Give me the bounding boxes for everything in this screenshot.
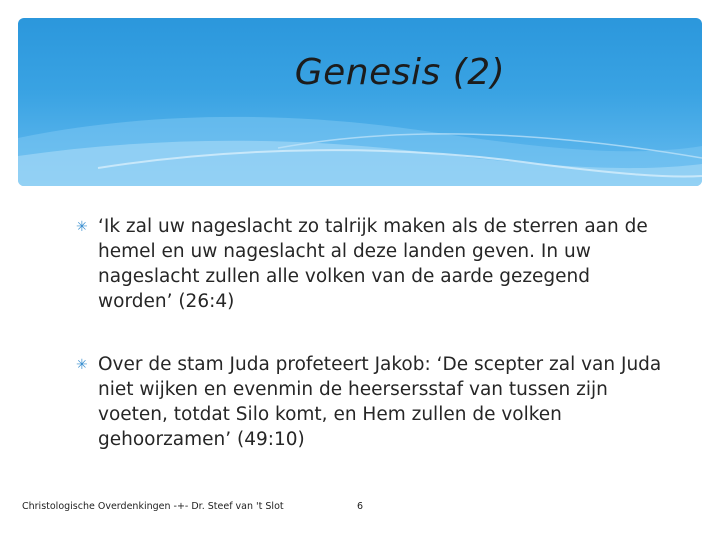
slide-title: Genesis (2) <box>294 52 506 93</box>
bullet-item <box>76 214 666 314</box>
page-number: 6 <box>357 501 364 512</box>
asterisk-bullet-icon: ✳ <box>76 219 88 235</box>
bullet-text: ‘Ik zal uw nageslacht zo talrijk maken als de sterren aan de hemel en uw nageslacht al deze landen geven. In uw nageslacht zullen alle volken van de aarde gezegend worden’ (26:4) <box>98 216 648 312</box>
footer-text: Christologische Overdenkingen -+- Dr. Steef van 't Slot <box>22 501 284 512</box>
bullet-list <box>76 214 666 452</box>
bullet-item <box>76 352 666 452</box>
bullet-text: Over de stam Juda profeteert Jakob: ‘De scepter zal van Juda niet wijken en evenmin de heersersstaf van tussen zijn voeten, totdat Silo komt, en Hem zullen de volken gehoorzamen’ (49:10) <box>98 354 662 450</box>
title-banner <box>18 18 702 186</box>
banner-wave-decoration <box>18 18 702 186</box>
asterisk-bullet-icon: ✳ <box>76 357 88 373</box>
